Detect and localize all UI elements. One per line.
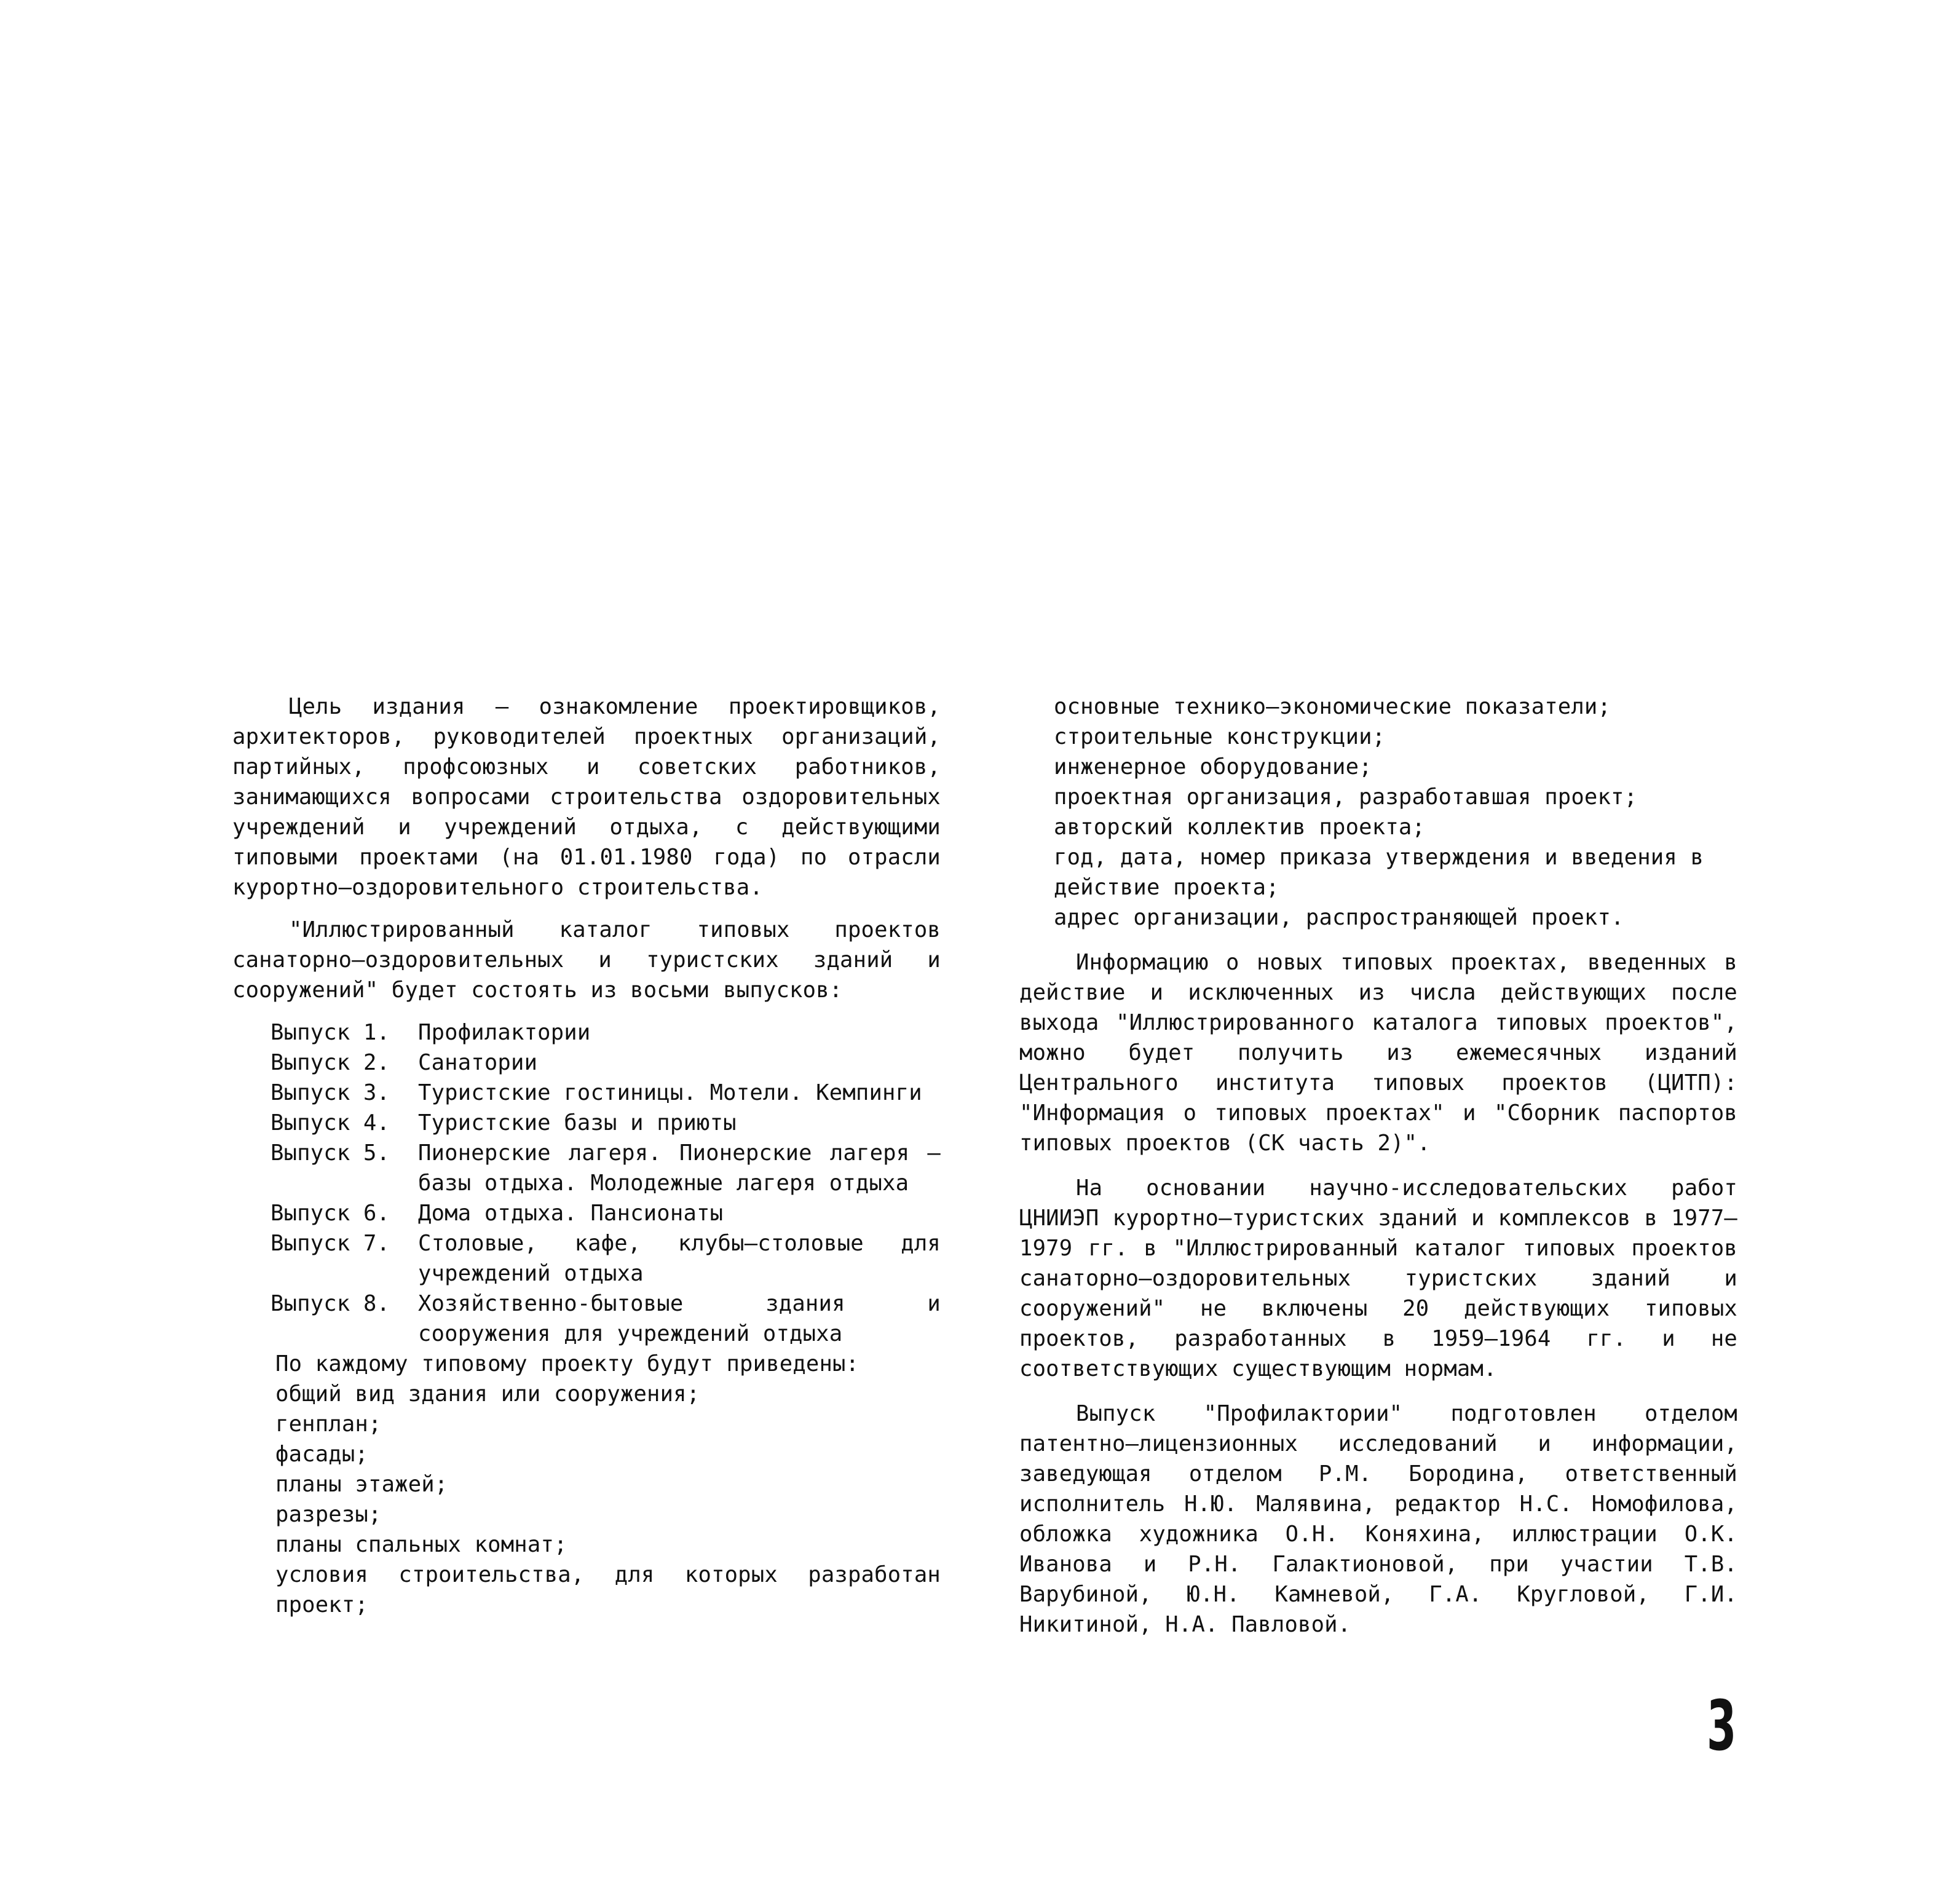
project-contents-list	[232, 1349, 941, 1620]
credits-paragraph: Выпуск "Профилактории" подготовлен отделом патентно–лицензионных исследований и информации, заведующая отделом Р.М. Бородина, ответственный исполнитель Н.Ю. Малявина, редактор Н.С. Номофилова, обложка художника О.Н. Коняхина, иллюстрации О.К. Иванова и Р.Н. Галактионовой, при участии Т.В. Варубиной, Ю.Н. Камневой, Г.А. Кругловой, Г.И. Никитиной, Н.А. Павловой.	[1019, 1401, 1737, 1637]
volume-title: Туристские гостиницы. Мотели. Кемпинги	[418, 1080, 922, 1105]
catalog-paragraph: "Иллюстрированный каталог типовых проектов санаторно–оздоровительных и туристских зданий и сооружений" будет состоять из восьми выпусков:	[232, 917, 941, 1003]
volume-title: Пионерские лагеря. Пионерские лагеря – базы отдыха. Молодежные лагеря отдыха	[418, 1140, 941, 1196]
volume-number: Выпуск 7.	[271, 1231, 390, 1256]
list-item: разрезы;	[275, 1502, 382, 1527]
list-item: генплан;	[275, 1412, 382, 1437]
volume-item	[271, 1289, 941, 1349]
volume-number: Выпуск 6.	[271, 1201, 390, 1226]
volume-title: Санатории	[418, 1050, 538, 1075]
volume-number: Выпуск 5.	[271, 1140, 390, 1166]
volume-number: Выпуск 8.	[271, 1291, 390, 1316]
right-column	[1019, 692, 1737, 1640]
list-item: основные технико–экономические показатели;	[1054, 694, 1611, 719]
list-item: адрес организации, распространяющей проект.	[1054, 905, 1624, 930]
volume-title: Столовые, кафе, клубы–столовые для учреждений отдыха	[418, 1231, 941, 1286]
research-paragraph: На основании научно-исследовательских работ ЦНИИЭП курортно–туристских зданий и комплексов в 1977–1979 гг. в "Иллюстрированный каталог типовых проектов санаторно–оздоровительных туристских зданий и сооружений" не включены 20 действующих типовых проектов, разработанных в 1959–1964 гг. и не соответствующих существующим нормам.	[1019, 1175, 1737, 1381]
left-column	[232, 692, 941, 1620]
list-item: фасады;	[275, 1442, 369, 1467]
volume-list	[232, 1017, 941, 1349]
list-item: авторский коллектив проекта;	[1054, 815, 1426, 840]
list-heading: По каждому типовому проекту будут приведены:	[275, 1351, 859, 1377]
volume-item	[271, 1108, 941, 1138]
volume-title: Профилактории	[418, 1020, 591, 1045]
intro-paragraph: Цель издания – ознакомление проектировщиков, архитекторов, руководителей проектных организаций, партийных, профсоюзных и советских работников, занимающихся вопросами строительства оздоровительных учреждений и учреждений отдыха, с действующими типовыми проектами (на 01.01.1980 года) по отрасли курортно–оздоровительного строительства.	[232, 694, 941, 900]
list-item: планы этажей;	[275, 1472, 448, 1497]
volume-title: Хозяйственно-бытовые здания и сооружения для учреждений отдыха	[418, 1291, 941, 1346]
volume-number: Выпуск 1.	[271, 1020, 390, 1045]
volume-number: Выпуск 2.	[271, 1050, 390, 1075]
list-item: год, дата, номер приказа утверждения и введения в действие проекта;	[1054, 845, 1704, 900]
page-number: 3	[1707, 1686, 1737, 1766]
volume-number: Выпуск 4.	[271, 1110, 390, 1136]
project-contents-list-continued	[1019, 692, 1737, 933]
volume-item	[271, 1078, 941, 1108]
volume-item	[271, 1198, 941, 1228]
volume-title: Туристские базы и приюты	[418, 1110, 737, 1136]
list-item: планы спальных комнат;	[275, 1532, 567, 1557]
volume-item	[271, 1017, 941, 1048]
list-item: строительные конструкции;	[1054, 724, 1386, 749]
list-item: проектная организация, разработавшая проект;	[1054, 784, 1638, 810]
volume-item	[271, 1048, 941, 1078]
volume-title: Дома отдыха. Пансионаты	[418, 1201, 724, 1226]
volume-item	[271, 1228, 941, 1289]
volume-number: Выпуск 3.	[271, 1080, 390, 1105]
info-paragraph: Информацию о новых типовых проектах, введенных в действие и исключенных из числа действующих после выхода "Иллюстрированного каталога типовых проектов", можно будет получить из ежемесячных изданий Центрального института типовых проектов (ЦИТП): "Информация о типовых проектах" и "Сборник паспортов типовых проектов (СК часть 2)".	[1019, 950, 1737, 1156]
list-item: инженерное оборудование;	[1054, 754, 1372, 780]
list-item: условия строительства, для которых разработан проект;	[275, 1562, 941, 1617]
list-item: общий вид здания или сооружения;	[275, 1381, 700, 1407]
volume-item	[271, 1138, 941, 1198]
